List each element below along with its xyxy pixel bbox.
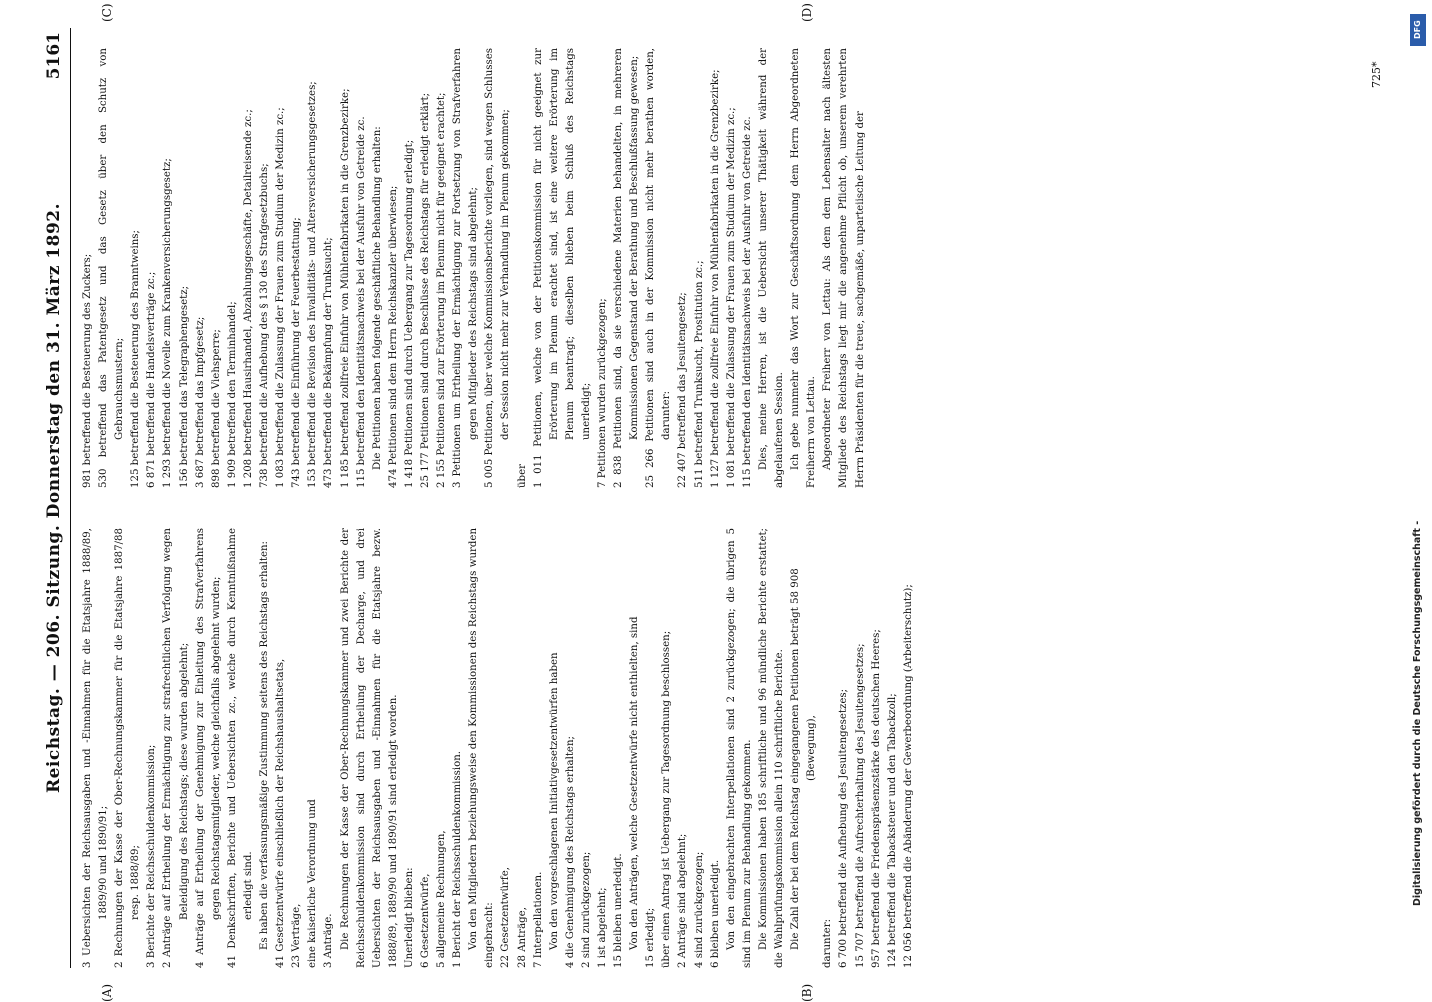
text-line: 6 bleiben unerledigt. <box>709 859 721 968</box>
dfg-watermark-text: Digitalisierung gefördert durch die Deutsche Forschungsgemeinschaft - <box>1412 520 1423 906</box>
right-column <box>80 48 869 488</box>
text-line: 2 Anträge auf Ertheilung der Ermächtigung zur strafrechtlichen Verfolgung wegen Beleidigung des Reichstags; diese wurden abgelehnt; <box>162 528 190 968</box>
marker-a: (A) <box>100 983 114 1002</box>
text-line: 3 Petitionen um Ertheilung der Ermächtigung zur Fortsetzung von Strafverfahren gegen Mitglieder des Reichstags sind abgelehnt; <box>452 48 480 488</box>
text-line: 7 Petitionen wurden zurückgezogen; <box>597 298 608 488</box>
text-line: 28 Anträge, <box>516 907 528 968</box>
text-line: Die Kommissionen haben 185 schriftliche und 96 mündliche Berichte erstattet; die Wahlprüfungskommission allein 110 schriftliche Berichte. <box>757 528 786 968</box>
text-line: eine kaiserliche Verordnung und <box>307 799 319 968</box>
text-line: 3 Anträge. <box>323 913 335 968</box>
text-line: 6 871 betreffend die Handelsverträge zc.; <box>146 271 158 488</box>
text-line: 1 011 Petitionen, welche von der Petitionskommission für nicht geeignet zur Erörterung im Plenum erachtet sind, ist eine weitere Erörterung im Plenum beantragt; dieselben blieben beim Schluß des Reichstags unerledigt; <box>532 48 592 488</box>
text-line: 474 Petitionen sind dem Herrn Reichskanzler überwiesen; <box>387 185 399 488</box>
text-line: 1 418 Petitionen sind durch Uebergang zur Tagesordnung erledigt; <box>403 139 415 488</box>
text-line: 115 betreffend den Identitätsnachweis bei der Ausfuhr von Getreide zc. <box>355 116 367 488</box>
text-line: Unerledigt blieben: <box>403 867 415 968</box>
text-line: 957 betreffend die Friedenspräsenzstärke des deutschen Heeres; <box>870 629 882 968</box>
text-line: 473 betreffend die Bekämpfung der Trunksucht; <box>323 237 335 488</box>
text-line: 4 Anträge auf Ertheilung der Genehmigung zur Einleitung des Strafverfahrens gegen Reichstagsmitglieder, welche gleichfalls abgelehnt wurden; <box>194 528 222 968</box>
text-line: über <box>516 464 528 488</box>
text-line: 3 Uebersichten der Reichsausgaben und -Einnahmen für die Etatsjahre 1888/89, 1889/90 und 1890/91; <box>82 528 110 968</box>
text-line: 1 081 betreffend die Zulassung der Frauen zum Studium der Medizin zc.; <box>725 107 737 488</box>
text-line: 3 Berichte der Reichsschuldenkommission; <box>146 744 158 968</box>
text-line: über einen Antrag ist Uebergang zur Tagesordnung beschlossen; <box>661 630 673 968</box>
text-line: 4 die Genehmigung des Reichstags erhalten; <box>564 736 576 968</box>
text-line: 1 185 betreffend zollfreie Einfuhr von Mühlenfabrikaten in die Grenzbezirke; <box>339 88 351 488</box>
text-line: Dies, meine Herren, ist die Uebersicht unserer Thätigkeit während der abgelaufenen Session. <box>757 48 786 488</box>
text-line: 1 208 betreffend Hausirhandel, Abzahlungsgeschäfte, Detailreisende zc.; <box>242 109 254 488</box>
text-line: (Bewegung), <box>806 715 818 781</box>
text-line: Die Zahl der bei dem Reichstag eingegangenen Petitionen beträgt 58 908 <box>790 568 802 950</box>
text-line: 1 Bericht der Reichsschuldenkommission. <box>452 750 464 968</box>
text-line: 530 betreffend das Patentgesetz und das Gesetz über den Schutz von Gebrauchsmustern; <box>98 48 126 488</box>
text-line: 4 sind zurückgezogen; <box>693 851 705 968</box>
text-line: 6 700 betreffend die Aufhebung des Jesuitengesetzes; <box>838 688 850 968</box>
text-line: Von den Mitgliedern beziehungsweise den Kommissionen des Reichstags wurden eingebracht: <box>468 528 496 968</box>
text-line: 41 Denkschriften, Berichte und Uebersichten zc., welche durch Kenntnißnahme erledigt sind. <box>226 528 254 968</box>
text-line: Von den vorgeschlagenen Initiativgesetzentwürfen haben <box>548 652 560 950</box>
text-line: 1 083 betreffend die Zulassung der Frauen zum Studium der Medizin zc.; <box>275 107 287 488</box>
text-line: 23 Verträge, <box>291 903 303 968</box>
signature-mark: 725* <box>1370 61 1383 88</box>
text-line: 2 Rechnungen der Kasse der Ober-Rechnungskammer für die Etatsjahre 1887/88 resp. 1888/89; <box>114 528 142 968</box>
text-line: 1 127 betreffend die zollfreie Einfuhr von Mühlenfabrikaten in die Grenzbezirke; <box>709 69 721 488</box>
marker-d: (D) <box>800 3 814 22</box>
text-line: 22 407 betreffend das Jesuitengesetz; <box>677 292 689 488</box>
running-title: Reichstag. — 206. Sitzung. Donnerstag den 31. März 1892. <box>44 202 64 794</box>
text-line: Von den eingebrachten Interpellationen sind 2 zurückgezogen; die übrigen 5 sind im Plenum zur Behandlung gekommen. <box>725 528 753 968</box>
text-line: Es haben die verfassungsmäßige Zustimmung seitens des Reichstags erhalten: <box>259 541 271 950</box>
text-line: 15 707 betreffend die Aufrechterhaltung des Jesuitengesetzes; <box>854 643 866 968</box>
text-line: 5 005 Petitionen, über welche Kommissionsberichte vorliegen, sind wegen Schlusses der Session nicht mehr zur Verhandlung im Plenum gekommen; <box>484 48 512 488</box>
text-line: 898 betreffend die Viehsperre; <box>210 329 222 488</box>
dfg-logo: DFG <box>1410 14 1426 46</box>
text-line: 743 betreffend die Einführung der Feuerbestattung; <box>291 217 303 488</box>
text-line: 25 177 Petitionen sind durch Beschlüsse des Reichstags für erledigt erklärt; <box>419 92 431 488</box>
text-line: 2 Anträge sind abgelehnt; <box>677 833 689 968</box>
text-line: 124 betreffend die Tabacksteuer und den Tabackzoll; <box>886 693 898 968</box>
rotated-page <box>40 3 1400 1002</box>
text-line: 6 Gesetzentwürfe, <box>419 873 431 968</box>
text-line: 2 sind zurückgezogen; <box>580 851 592 968</box>
text-line: darunter: <box>822 918 834 968</box>
text-line: 1 ist abgelehnt; <box>597 887 608 968</box>
page-number: 5161 <box>44 32 64 80</box>
text-line: 22 Gesetzentwürfe, <box>500 867 512 968</box>
text-line: 115 betreffend den Identitätsnachweis bei der Ausfuhr von Getreide zc. <box>741 116 753 488</box>
text-line: 41 Gesetzentwürfe einschließlich der Reichshaushaltsetats, <box>275 658 287 968</box>
text-line: 5 allgemeine Rechnungen, <box>436 830 448 968</box>
text-line: 25 266 Petitionen sind auch in der Kommission nicht mehr berathen worden, darunter: <box>645 48 673 488</box>
text-line: 156 betreffend das Telegraphengesetz; <box>178 285 190 488</box>
text-line: Die Rechnungen der Kasse der Ober-Rechnungskammer und zwei Berichte der Reichsschuldenkommission sind durch Ertheilung der Decharge, und drei Uebersichten der Reichsausgaben und -Einnahmen für die Etatsjahre bezw. 1888/89, 1889/90 und 1890/91 sind erledigt worden. <box>339 528 399 968</box>
text-line: 3 687 betreffend das Impfgesetz; <box>194 316 206 488</box>
text-line: 511 betreffend Trunksucht, Prostitution zc.; <box>693 260 705 488</box>
marker-b: (B) <box>800 983 814 1002</box>
text-line: 1 909 betreffend den Terminhandel; <box>226 301 238 488</box>
page-header <box>40 28 71 968</box>
text-line: 12 056 betreffend die Abänderung der Gewerbeordnung (Arbeiterschutz); <box>902 584 914 968</box>
text-line: 2 838 Petitionen sind, da sie verschiedene Materien behandelten, in mehreren Kommissionen Gegenstand der Berathung und Beschlußfassung gewesen; <box>613 48 641 488</box>
text-line: Die Petitionen haben folgende geschäftliche Behandlung erhalten: <box>371 126 383 470</box>
text-line: 981 betreffend die Besteuerung des Zuckers; <box>82 253 93 488</box>
marker-c: (C) <box>100 3 114 22</box>
text-line: 15 erledigt; <box>645 907 657 968</box>
text-line: 15 bleiben unerledigt. <box>613 853 625 968</box>
text-line: 153 betreffend die Revision des Invaliditäts- und Altersversicherungsgesetzes; <box>307 81 319 488</box>
text-line: Abgeordneter Freiherr von Lettau: Als dem dem Lebensalter nach ältesten Mitgliede des Reichstags liegt mir die angenehme Pflicht ob, unserem verehrten Herrn Präsidenten für die treue, sachgemäße, unparteiische Leitung der <box>822 48 866 488</box>
text-line: Ich gebe nunmehr das Wort zur Geschäftsordnung dem Herrn Abgeordneten Freiherrn von Lettau. <box>790 48 818 488</box>
left-column <box>80 528 917 968</box>
text-line: 2 155 Petitionen sind zur Erörterung im Plenum nicht für geeignet erachtet; <box>436 92 448 488</box>
text-line: 738 betreffend die Aufhebung des § 130 des Strafgesetzbuchs; <box>259 163 271 488</box>
text-line: 1 293 betreffend die Novelle zum Krankenversicherungsgesetz; <box>162 158 174 488</box>
dfg-watermark <box>1410 6 1426 996</box>
text-line: 7 Interpellationen. <box>532 871 544 968</box>
text-line: Von den Anträgen, welche Gesetzentwürfe nicht enthielten, sind <box>629 616 641 950</box>
text-line: 125 betreffend die Besteuerung des Branntweins; <box>130 230 142 488</box>
